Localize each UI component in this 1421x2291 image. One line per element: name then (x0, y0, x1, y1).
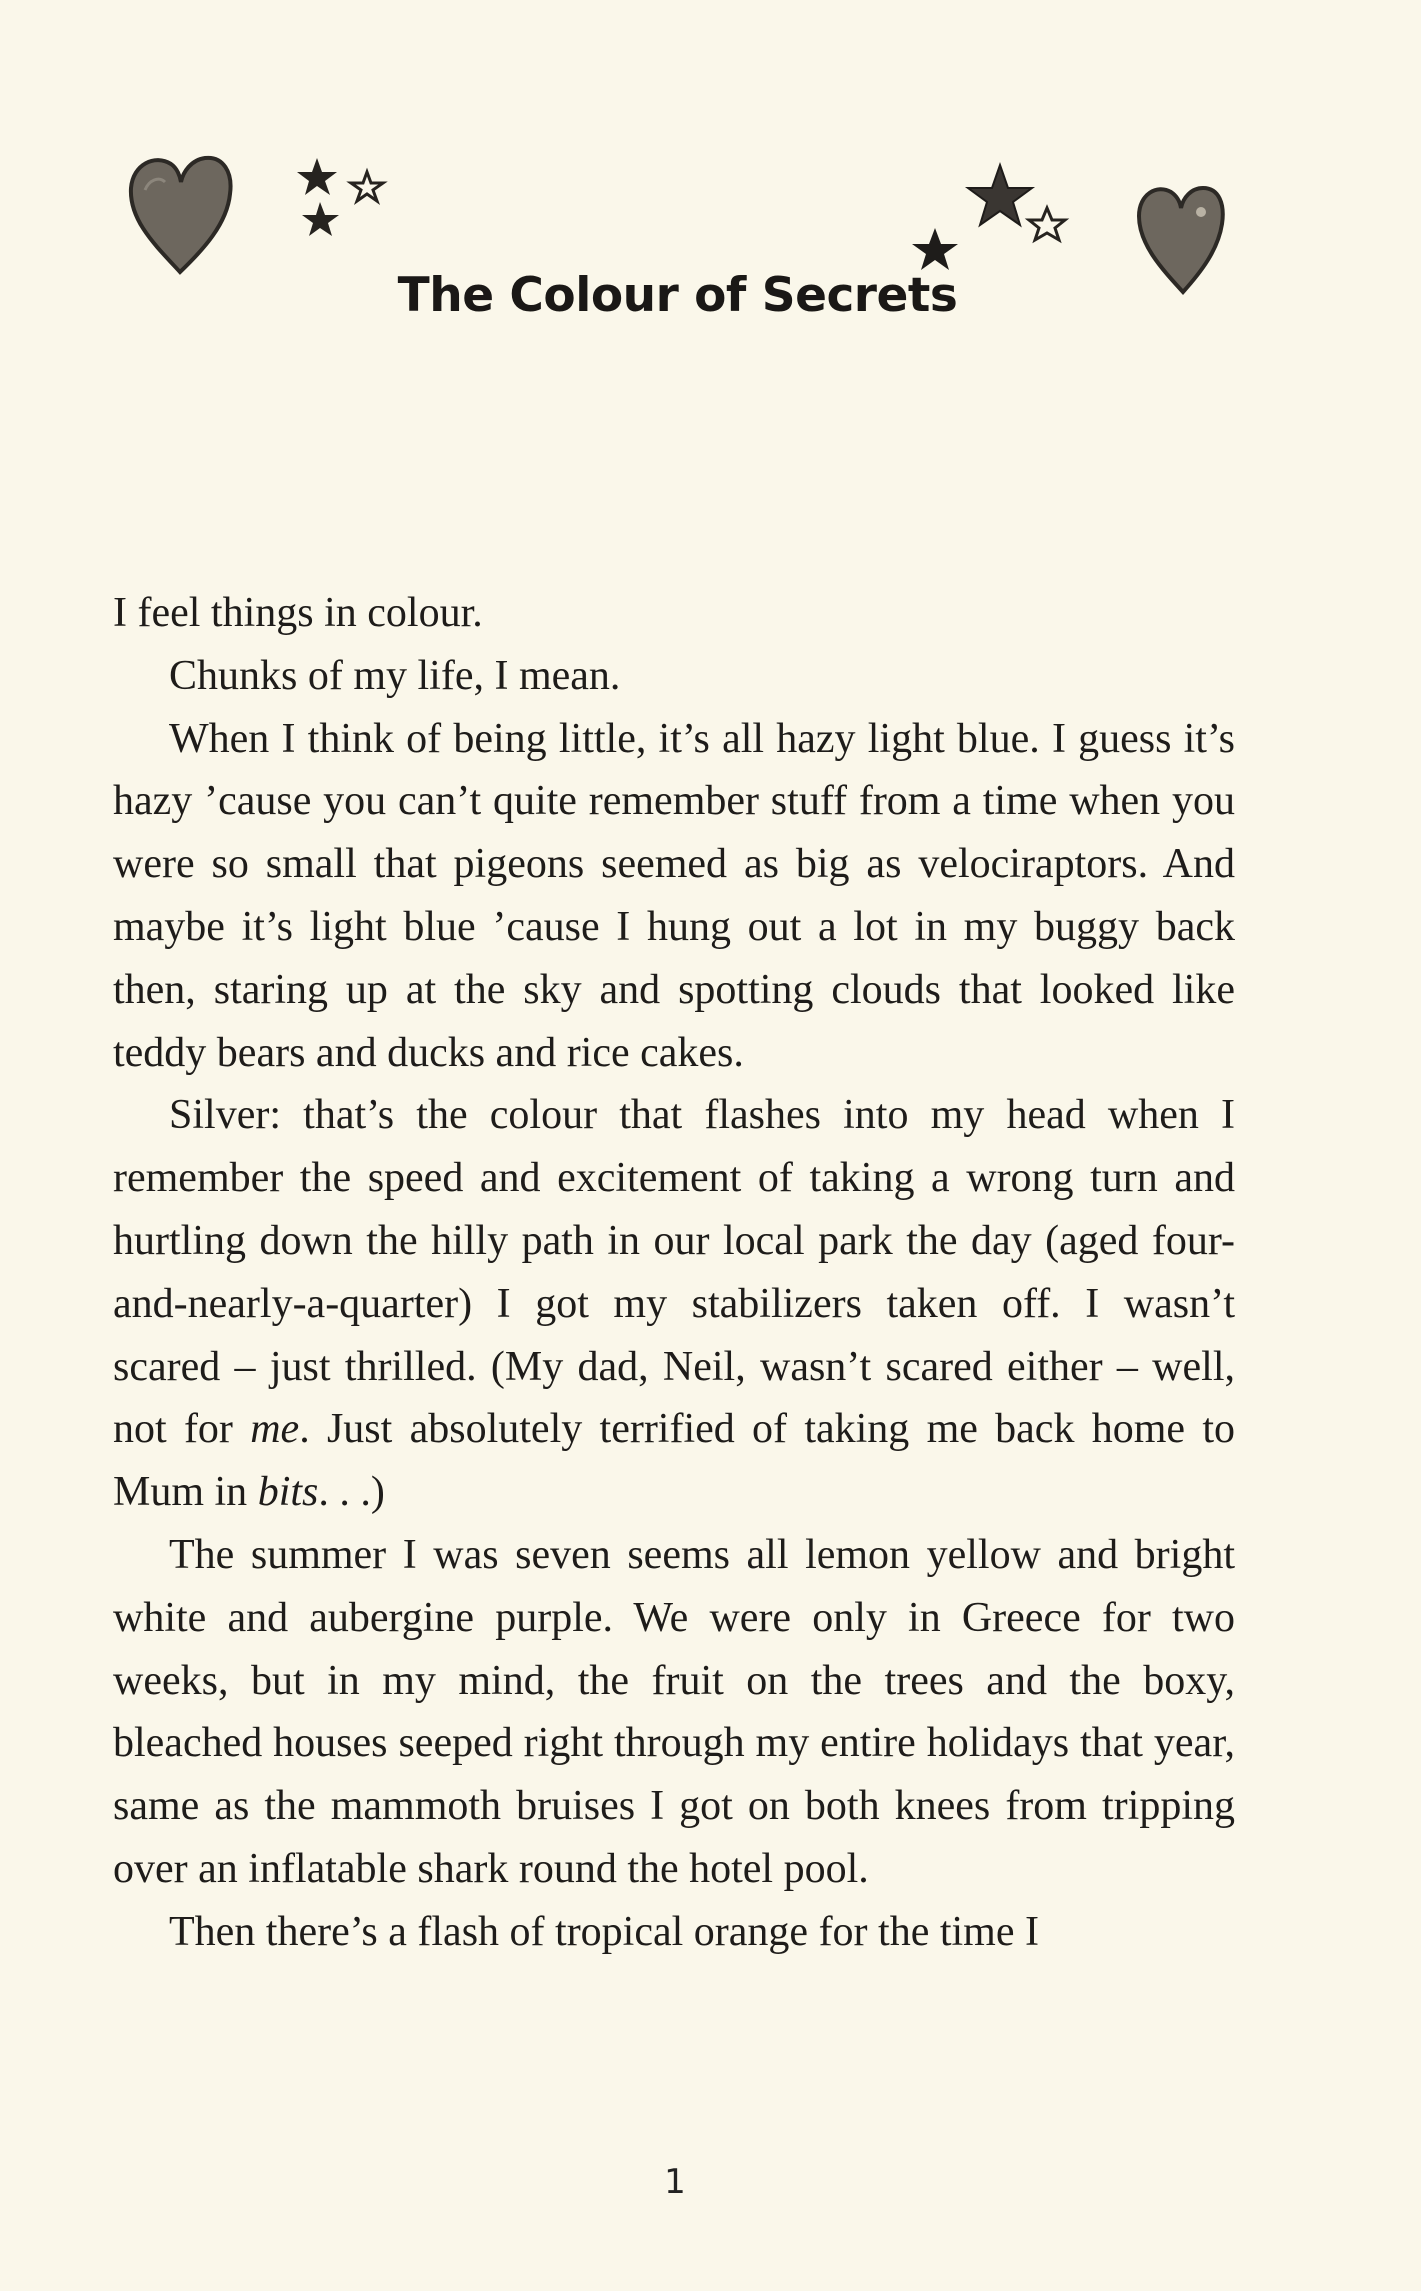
paragraph: When I think of being little, it’s all hazy light blue. I guess it’s hazy ’cause you can’t quite remember stuff from a time when you were so small that pigeons seemed as big as velociraptors. And maybe it’s light blue ’cause I hung out a lot in my buggy back then, staring up at the sky and spotting clouds that looked like teddy bears and ducks and rice cakes. (113, 715, 1235, 1076)
paragraph: I feel things in colour. (113, 590, 483, 636)
stars-icon (905, 160, 1075, 270)
stars-icon (295, 150, 400, 250)
paragraph: Silver: that’s the colour that flashes into my head when I remember the speed and excitement of taking a wrong turn and hurtling down the hilly path in our local park the day (aged four-and-nearly-a-quarter) I got my stabilizers taken off. I wasn’t scared – just thrilled. (My dad, Neil, wasn’t scared either – well, not for me. Just absolutely terrified of taking me back home to Mum in bits. . .) (113, 1092, 1235, 1516)
emphasis: bits (257, 1469, 319, 1516)
page-number: 1 (664, 2162, 686, 2202)
paragraph: Chunks of my life, I mean. (169, 652, 621, 699)
heart-icon (125, 150, 235, 280)
chapter-title: The Colour of Secrets (397, 268, 958, 323)
body-text (113, 582, 1235, 1964)
paragraph: Then there’s a flash of tropical orange for the time I (169, 1908, 1039, 1955)
emphasis: me (250, 1406, 300, 1453)
chapter-header (0, 0, 1421, 360)
paragraph: The summer I was seven seems all lemon yellow and bright white and aubergine purple. We were only in Greece for two weeks, but in my mind, the fruit on the trees and the boxy, bleached houses seeped right through my entire holidays that year, same as the mammoth bruises I got on both knees from tripping over an inflatable shark round the hotel pool. (113, 1531, 1235, 1892)
